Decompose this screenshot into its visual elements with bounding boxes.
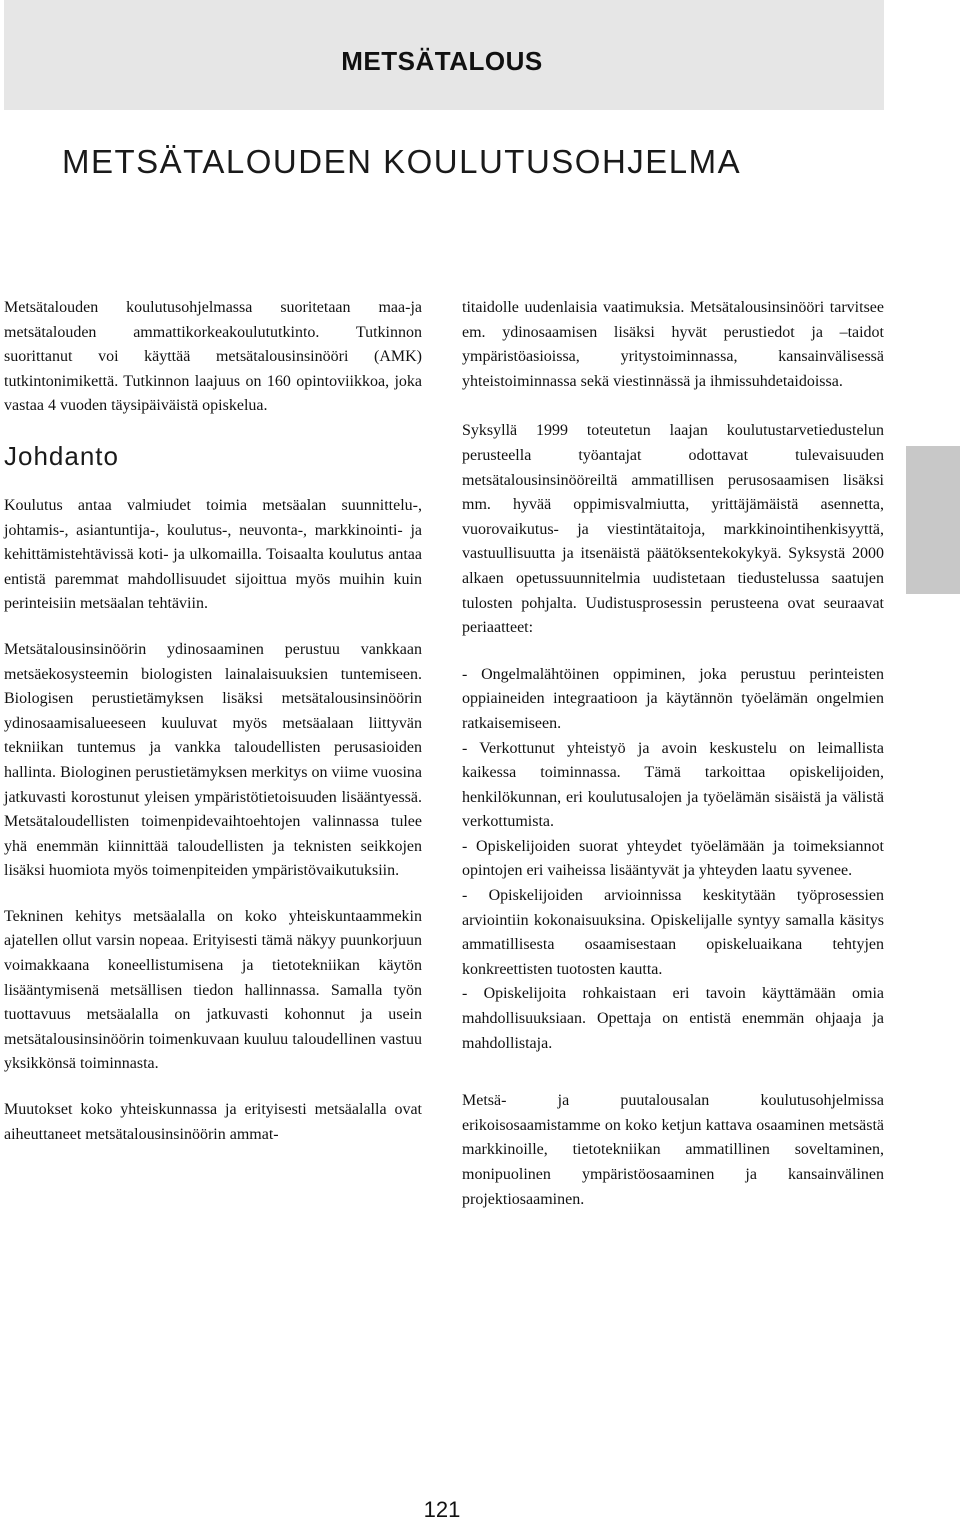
closing-paragraph: Metsä- ja puutalousalan koulutusohjelmissa erikoisosaamistamme on koko ketjun kattava osaaminen metsästä markkinoille, tietotekniikan ammatillinen soveltaminen, monipuolinen ympäristöosaaminen ja kansainvälinen projektiosaaminen. — [462, 1092, 884, 1208]
principle-item: - Verkottunut yhteistyö ja avoin keskustelu on leimallista kaikessa toiminnassa. Tämä tarkoittaa opiskelijoiden, henkilökunnan, eri koulutusalojen ja työelämän sisäistä ja välistä verkottumista. — [462, 739, 884, 831]
body-paragraph: Koulutus antaa valmiudet toimia metsäalan suunnittelu-, johtamis-, asiantuntija-, koulutus-, neuvonta-, markkinointi- ja kehittämistehtävissä koti- ja ulkomailla. Toisaalta koulutus antaa entistä paremmat mahdollisuudet sijoittua myös muihin kuin perinteisiin metsäalan tehtäviin. — [4, 496, 422, 613]
page-number: 121 — [423, 1497, 461, 1522]
side-thumb-tab — [906, 446, 960, 594]
section-label: METSÄTALOUS — [341, 46, 543, 76]
principle-item: - Opiskelijoiden suorat yhteydet työelämään ja toimeksiannot opintojen eri vaiheissa lisääntyvät ja yhteyden laatu syvenee. — [462, 837, 884, 880]
principle-item: - Opiskelijoita rohkaistaan eri tavoin käyttämään omia mahdollisuuksiaan. Opettaja on entistä enemmän ohjaaja ja mahdollistaja. — [462, 985, 884, 1052]
intro-paragraph: Metsätalouden koulutusohjelmassa suoritetaan maa-ja metsätalouden ammattikorkeakoulututkinto. Tutkinnon suorittanut voi käyttää metsätalousinsinööri (AMK) tutkintonimikettä. Tutkinnon laajuus on 160 opintoviikkoa, joka vastaa 4 vuoden täysipäiväistä opiskelua. — [4, 299, 422, 415]
section-heading-johdanto: Johdanto — [4, 440, 119, 471]
principles-list — [462, 663, 884, 1057]
body-paragraph: Metsätalousinsinöörin ydinosaaminen perustuu vankkaan metsäekosysteemin biologisten lainalaisuuksien tuntemiseen. Biologisen perustietämyksen lisäksi metsätalousinsinöörin ydinosaamisalueeseen kuuluvat myös metsäalaan liittyvän tekniikan tuntemus ja vankka taloudellisten perusasioiden hallinta. Biologinen perustietämyksen merkitys on viime vuosina jatkuvasti korostunut yleisen ympäristötietoisuuden lisääntyessä. Metsätaloudellisten toimenpidevaihtoehtojen valinnassa tulee yhä enemmän kiinnittää taloudellisten ja teknisten seikkojen lisäksi huomiota myös toimenpiteiden ympäristövaikutuksiin. — [4, 640, 422, 880]
continuation-paragraph: titaidolle uudenlaisia vaatimuksia. Metsätalousinsinööri tarvitsee em. ydinosaamisen lisäksi hyvät perustiedot ja –taidot ympäristöasioissa, yritystoiminnassa, kansainvälisessä yhteistoiminnassa sekä viestinnässä ja ihmissuhdetaidoissa. — [462, 299, 884, 390]
principle-item: - Ongelmalähtöinen oppiminen, joka perustuu perinteisten oppiaineiden integraatioon ja käytännön työelämän ongelmien ratkaisemiseen. — [462, 665, 884, 732]
right-column — [462, 296, 884, 1233]
document-title: METSÄTALOUDEN KOULUTUSOHJELMA — [62, 143, 742, 180]
principle-item: - Opiskelijoiden arvioinnissa keskitytään työprosessien arviointiin kokonaisuuksina. Opiskelijalle syntyy samalla käsitys ammatillisesta osaamisestaan opiskeluaikana tehtyjen konkreettisten tuotosten kautta. — [462, 887, 884, 978]
body-paragraph-continued: Muutokset koko yhteiskunnassa ja erityisesti metsäalalla ovat aiheuttaneet metsätalousinsinöörin ammat- — [4, 1101, 422, 1143]
body-paragraph: Tekninen kehitys metsäalalla on koko yhteiskuntaammekin ajatellen ollut varsin nopeaa. Erityisesti tämä näkyy puunkorjuun voimakkaana koneellistumisena ja tietotekniikan käytön lisääntymisenä metsällisen tiedon hallinnassa. Samalla työn tuottavuus metsäalalla on jatkuvasti kohonnut ja usein metsätalousinsinöörin toimenkuvaan kuuluu taloudellinen vastuu yksikkönsä toiminnasta. — [4, 907, 422, 1073]
reform-paragraph: Syksyllä 1999 toteutetun laajan koulutustarvetiedustelun perusteella työantajat odottavat tulevaisuuden metsätalousinsinööreiltä ammatillisen perusosaamisen lisäksi mm. hyvää oppimisvalmiutta, yrittäjämäistä asennetta, vuorovaikutus- ja viestintätaitoja, markkinointihenkisyyttä, vastuullisuutta ja itsenäistä päätöksentekokykyä. Syksystä 2000 alkaen opetussuunnitelmia uudistetaan tiedustelussa saatujen tulosten pohjalta. Uudistusprosessin perusteena ovat seuraavat periaatteet: — [462, 422, 884, 637]
left-column — [4, 296, 422, 1147]
